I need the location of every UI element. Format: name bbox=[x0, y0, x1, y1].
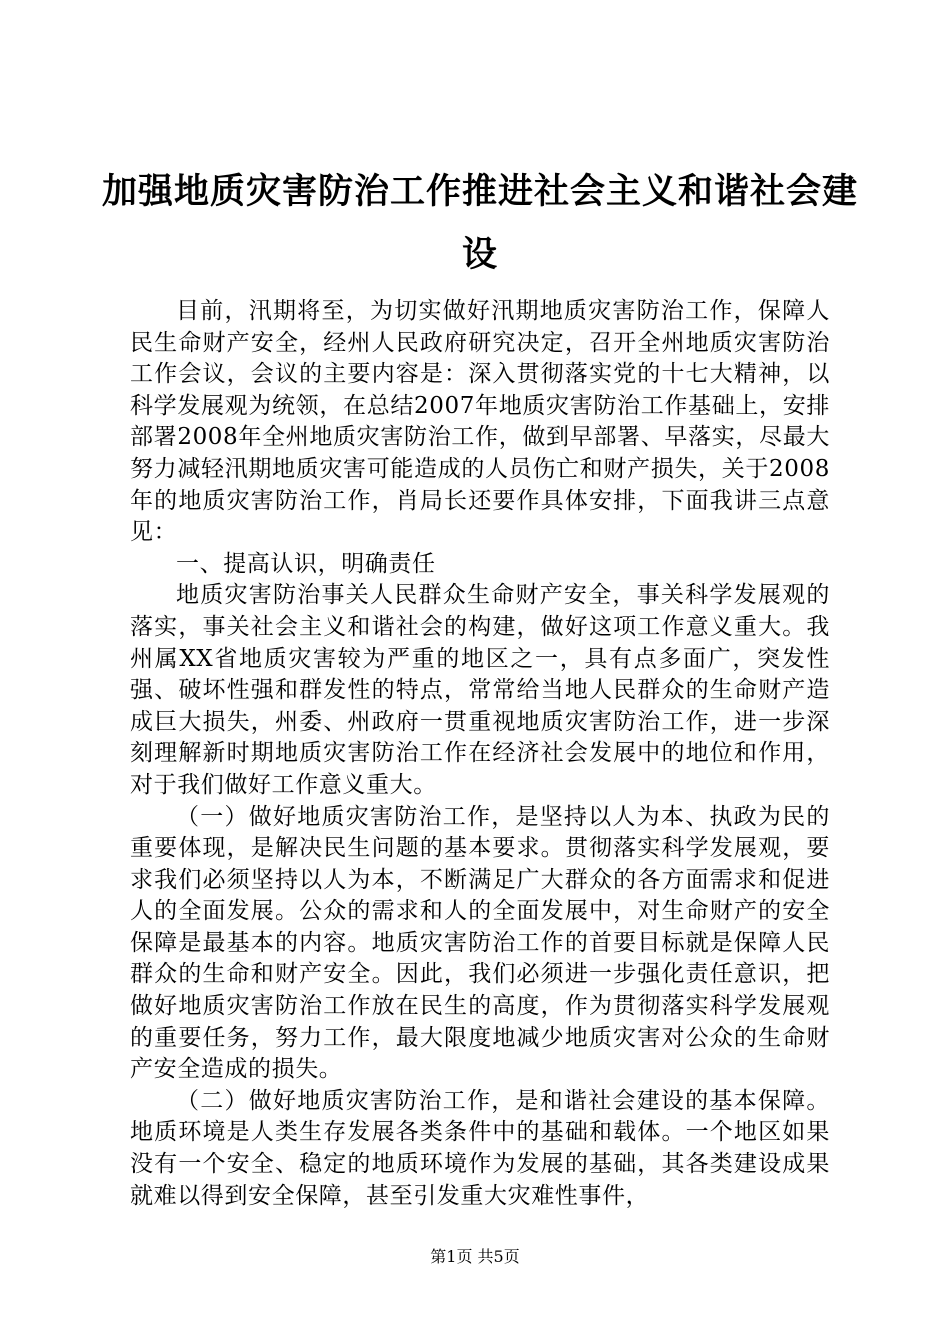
document-title: 加强地质灾害防治工作推进社会主义和谐社会建设 bbox=[101, 171, 858, 275]
paragraph-intro: 目前，汛期将至，为切实做好汛期地质灾害防治工作，保障人民生命财产安全，经州人民政府研究决定，召开全州地质灾害防治工作会议，会议的主要内容是：深入贯彻落实党的十七大精神，以科学发展观为统领，在总结2007年地质灾害防治工作基础上，安排部署2008年全州地质灾害防治工作，做到早部署、早落实，尽最大努力减轻汛期地质灾害可能造成的人员伤亡和财产损失，关于2008年的地质灾害防治工作，肖局长还要作具体安排，下面我讲三点意见： bbox=[130, 298, 830, 546]
paragraph-section-1: 地质灾害防治事关人民群众生命财产安全，事关科学发展观的落实，事关社会主义和谐社会的构建，做好这项工作意义重大。我州属XX省地质灾害较为严重的地区之一，具有点多面广，突发性强、破坏性强和群发性的特点，常常给当地人民群众的生命财产造成巨大损失，州委、州政府一贯重视地质灾害防治工作，进一步深刻理解新时期地质灾害防治工作在经济社会发展中的地位和作用，对于我们做好工作意义重大。 bbox=[130, 582, 830, 798]
section-heading-1: 一、提高认识，明确责任 bbox=[176, 550, 436, 577]
paragraph-point-2: （二）做好地质灾害防治工作，是和谐社会建设的基本保障。地质环境是人类生存发展各类条件中的基础和载体。一个地区如果没有一个安全、稳定的地质环境作为发展的基础，其各类建设成果就难以得到安全保障，甚至引发重大灾难性事件， bbox=[130, 1087, 830, 1209]
page-footer: 第1页 共5页 bbox=[430, 1247, 520, 1266]
paragraph-point-1: （一）做好地质灾害防治工作，是坚持以人为本、执政为民的重要体现，是解决民生问题的基本要求。贯彻落实科学发展观，要求我们必须坚持以人为本，不断满足广大群众的各方面需求和促进人的全面发展。公众的需求和人的全面发展中，对生命财产的安全保障是最基本的内容。地质灾害防治工作的首要目标就是保障人民群众的生命和财产安全。因此，我们必须进一步强化责任意识，把做好地质灾害防治工作放在民生的高度，作为贯彻落实科学发展观的重要任务，努力工作，最大限度地减少地质灾害对公众的生命财产安全造成的损失。 bbox=[130, 803, 830, 1083]
document-body bbox=[130, 296, 830, 1212]
